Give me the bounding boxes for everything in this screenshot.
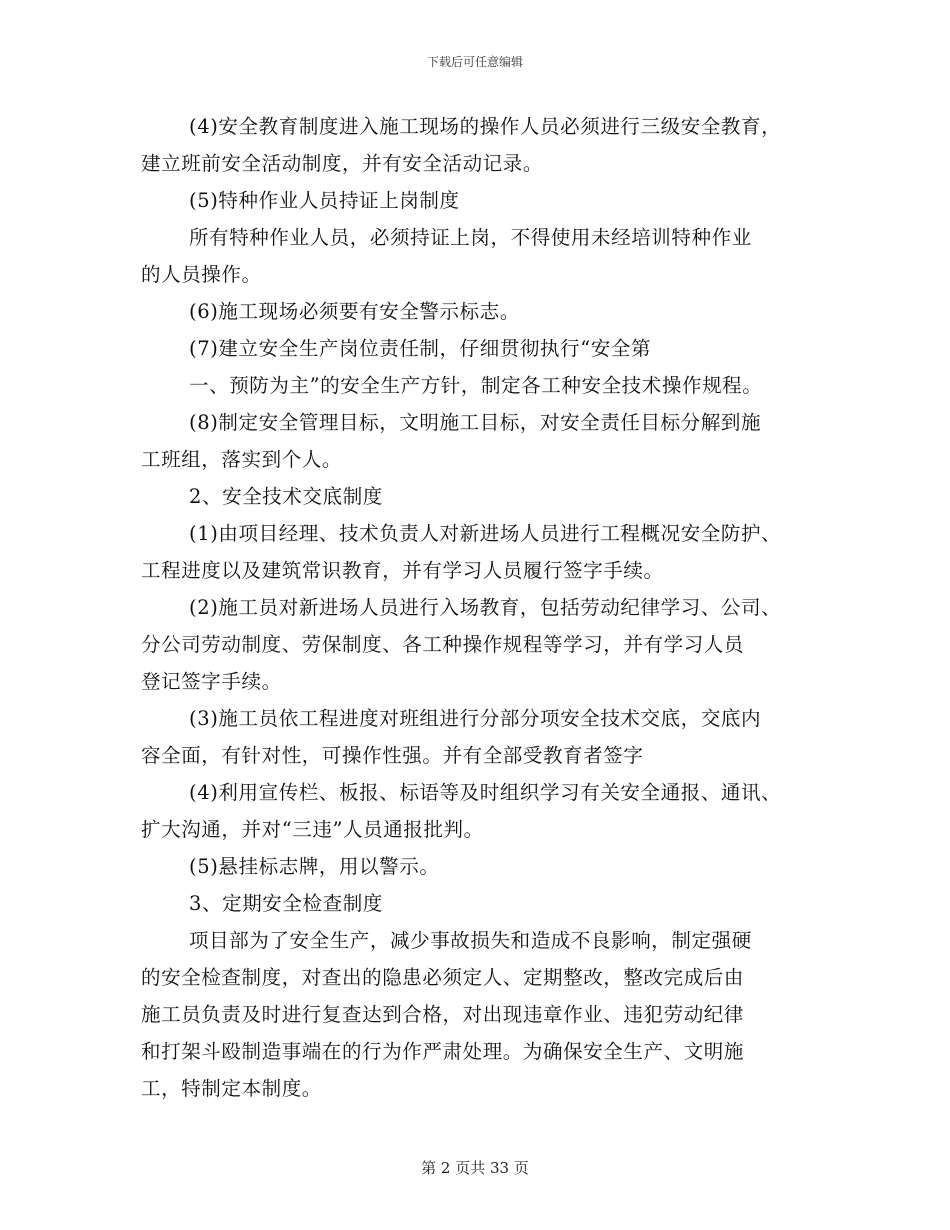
document-body: [141, 108, 821, 1107]
text-line: 一、预防为主”的安全生产方针，制定各工种安全技术操作规程。: [189, 374, 763, 397]
page-header: 下载后可任意编辑: [426, 55, 523, 69]
text-line: 和打架斗殴制造事端在的行为作严肃处理。为确保安全生产、文明施: [141, 1040, 745, 1063]
text-line: 登记签字手续。: [141, 670, 282, 693]
text-line: (4)利用宣传栏、板报、标语等及时组织学习有关安全通报、通讯、: [189, 781, 782, 804]
text-line: 工程进度以及建筑常识教育，并有学习人员履行签字手续。: [141, 559, 664, 582]
text-line: 扩大沟通，并对“三违”人员通报批判。: [141, 818, 484, 841]
text-line: (2)施工员对新进场人员进行入场教育，包括劳动纪律学习、公司、: [189, 596, 782, 619]
text-line: 的人员操作。: [141, 263, 262, 286]
text-line: 所有特种作业人员，必须持证上岗，不得使用未经培训特种作业: [189, 226, 752, 249]
text-line: 工，特制定本制度。: [141, 1077, 322, 1100]
text-line: 的安全检查制度，对查出的隐患必须定人、定期整改，整改完成后由: [141, 966, 745, 989]
text-line: (6)施工现场必须要有安全警示标志。: [189, 300, 520, 323]
text-line: (8)制定安全管理目标，文明施工目标，对安全责任目标分解到施: [189, 411, 762, 434]
text-line: (4)安全教育制度进入施工现场的操作人员必须进行三级安全教育，: [189, 115, 782, 138]
text-line: 施工员负责及时进行复查达到合格，对出现违章作业、违犯劳动纪律: [141, 1003, 745, 1026]
text-line: 建立班前安全活动制度，并有安全活动记录。: [141, 152, 544, 175]
section-heading: 3、定期安全检查制度: [189, 892, 383, 915]
text-line: 容全面，有针对性，可操作性强。并有全部受教育者签字: [141, 744, 644, 767]
text-line: 工班组，落实到个人。: [141, 448, 343, 471]
page-footer: 第 2 页共 33 页: [421, 1159, 529, 1177]
text-line: (3)施工员依工程进度对班组进行分部分项安全技术交底，交底内: [189, 707, 762, 730]
section-heading: 2、安全技术交底制度: [189, 485, 383, 508]
text-line: (5)特种作业人员持证上岗制度: [189, 189, 460, 212]
text-line: 分公司劳动制度、劳保制度、各工种操作规程等学习，并有学习人员: [141, 633, 745, 656]
text-line: (7)建立安全生产岗位责任制，仔细贯彻执行“安全第: [189, 337, 652, 360]
text-line: (5)悬挂标志牌，用以警示。: [189, 855, 440, 878]
text-line: 项目部为了安全生产，减少事故损失和造成不良影响，制定强硬: [189, 929, 752, 952]
text-line: (1)由项目经理、技术负责人对新进场人员进行工程概况安全防护、: [189, 522, 782, 545]
